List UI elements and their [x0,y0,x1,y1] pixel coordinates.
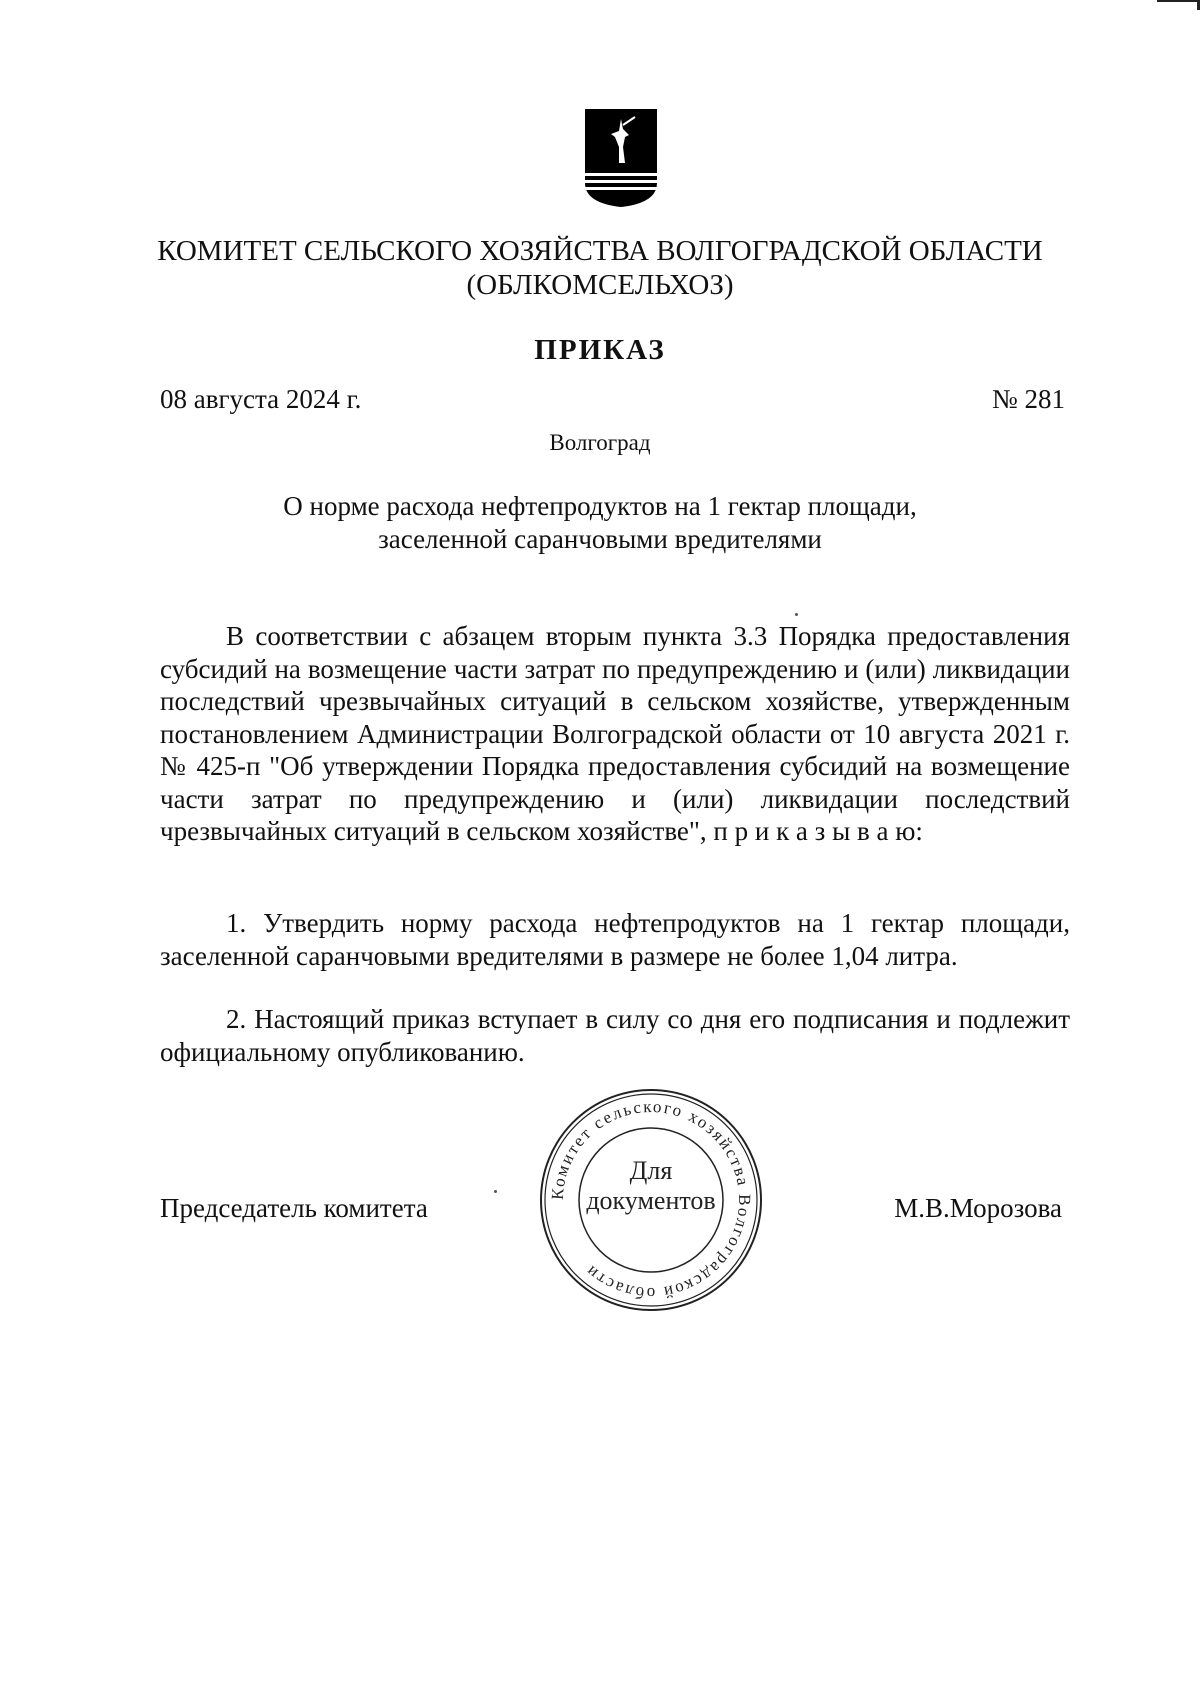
subject-line-2: заселенной саранчовыми вредителями [378,524,822,554]
order-item-1: 1. Утвердить норму расхода нефтепродуктов на 1 гектар площади, заселенной саранчовыми вредителями в размере не более 1,04 литра. [160,908,1070,971]
preamble-paragraph: В соответствии с абзацем вторым пункта 3.3 Порядка предоставления субсидий на возмещение части затрат по предупреждению и (или) ликвидации последствий чрезвычайных ситуаций в сельском хозяйстве, утвержденным постановлением Администрации Волгоградской области от 10 августа 2021 г. № 425-п "Об утверждении Порядка предоставления субсидий на возмещение части затрат по предупреждению и (или) ликвидации последствий чрезвычайных ситуаций в сельском хозяйстве", п р и к а з ы в а ю: [160,621,1070,846]
scan-corner-mark [1157,0,1200,10]
organization-name: КОМИТЕТ СЕЛЬСКОГО ХОЗЯЙСТВА ВОЛГОГРАДСКОЙ ОБЛАСТИ [157,235,1043,267]
document-date: 08 августа 2024 г. [160,384,362,414]
subject-line-1: О норме расхода нефтепродуктов на 1 гектар площади, [283,491,917,521]
document-number: № 281 [991,384,1065,414]
scan-speck [795,613,798,616]
document-subject [100,490,1100,556]
official-stamp [537,1086,765,1314]
stamp-center-line-2: документов [586,1186,716,1215]
scan-speck [494,1190,497,1193]
organization-abbreviation: (ОБЛКОМСЕЛЬХОЗ) [466,269,734,301]
signatory-role: Председатель комитета [160,1193,428,1223]
stamp-center-line-1: Для [629,1156,673,1185]
order-item-2: 2. Настоящий приказ вступает в силу со дня его подписания и подлежит официальному опубликованию. [160,1004,1070,1067]
document-city: Волгоград [549,430,651,455]
document-type-title: ПРИКАЗ [534,334,666,366]
coat-of-arms-icon [583,107,659,209]
signatory-name: М.В.Морозова [894,1193,1062,1223]
stamp-ring-text: Комитет сельского хозяйства Волгоградской области [547,1096,755,1304]
